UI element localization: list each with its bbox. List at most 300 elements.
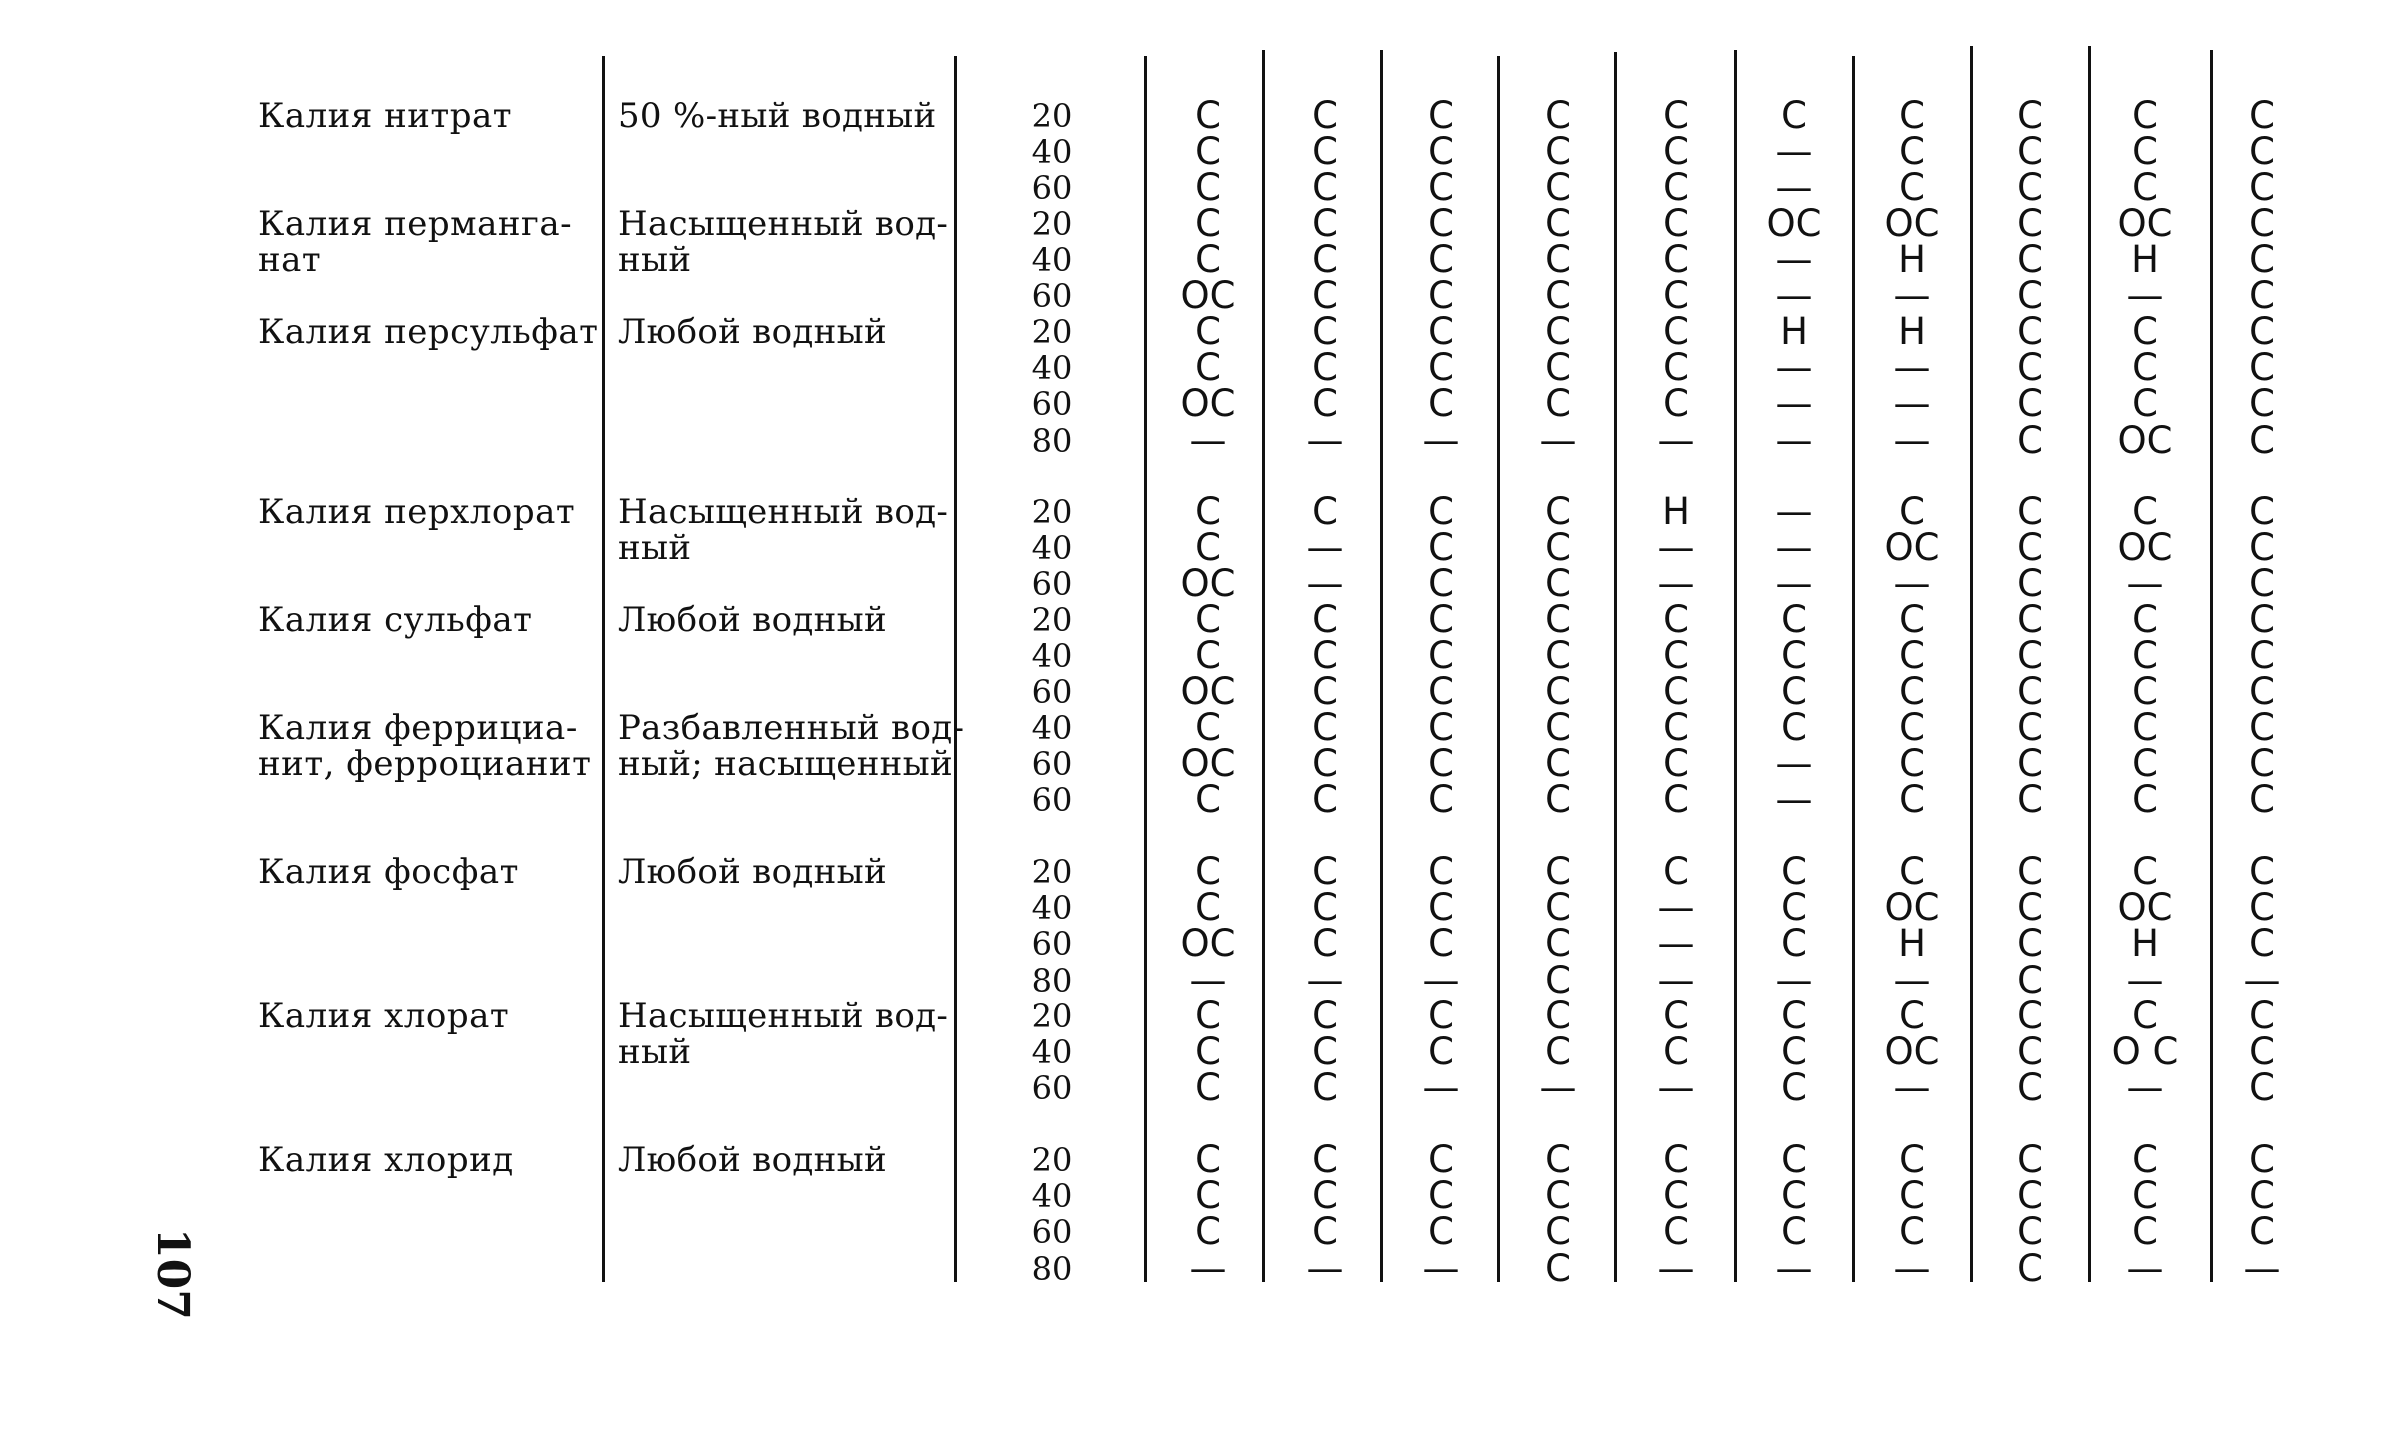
resistance-rating: — [1306,1246,1344,1290]
resistance-rating: С [1663,238,1689,282]
resistance-rating: С [1195,346,1221,390]
resistance-rating: — [1775,346,1813,390]
resistance-rating: С [2132,634,2158,678]
resistance-rating: С [1312,1066,1338,1110]
resistance-rating: — [1657,886,1695,930]
resistance-rating: С [1663,310,1689,353]
resistance-rating: С [1663,598,1689,641]
resistance-rating: С [2132,994,2158,1037]
concentration-text: Любой водный [618,1140,887,1180]
resistance-rating: — [1893,346,1931,390]
resistance-rating: С [2132,1174,2158,1218]
resistance-rating: С [2249,562,2275,606]
resistance-rating: С [1195,166,1221,210]
temperature-value: 80 [1031,1249,1073,1288]
resistance-rating: С [1663,1174,1689,1218]
resistance-rating: С [1545,94,1571,137]
temperature-value: 20 [1031,853,1073,891]
resistance-rating: С [1312,670,1338,714]
temperature-value: 20 [1031,601,1073,639]
resistance-rating: С [1663,994,1689,1037]
resistance-rating: С [1899,778,1925,822]
resistance-rating: С [2017,598,2043,641]
resistance-rating: — [1893,274,1931,318]
substance-name: Калия сульфат [258,600,533,640]
resistance-rating: С [2017,706,2043,749]
resistance-rating: — [1657,922,1695,966]
resistance-rating: — [1775,1246,1813,1290]
resistance-rating: ОС [1180,382,1236,426]
column-divider [1852,56,1855,1282]
resistance-rating: С [1545,166,1571,210]
resistance-rating: С [1545,130,1571,174]
resistance-rating: С [1428,202,1454,245]
resistance-rating: — [1657,1246,1695,1290]
resistance-rating: С [1545,274,1571,318]
resistance-rating: С [2017,1246,2043,1290]
resistance-rating: Н [1898,310,1926,353]
resistance-rating: С [2249,886,2275,930]
resistance-rating: — [1893,1066,1931,1110]
concentration-text: Насыщенный вод- [618,996,949,1036]
resistance-rating: С [2017,1030,2043,1074]
resistance-rating: — [2243,1246,2281,1290]
resistance-rating: Н [2131,238,2159,282]
resistance-rating: С [1195,94,1221,137]
resistance-rating: С [1545,598,1571,641]
resistance-rating: — [2126,958,2164,1002]
resistance-rating: С [1545,778,1571,822]
resistance-rating: С [1312,994,1338,1037]
resistance-rating: С [1195,1210,1221,1254]
resistance-rating: С [2249,994,2275,1037]
resistance-rating: С [2249,166,2275,210]
resistance-rating: С [1428,994,1454,1037]
page-number: 107 [147,1228,198,1320]
resistance-rating: — [1775,742,1813,786]
resistance-rating: С [2017,238,2043,282]
resistance-rating: С [2249,1210,2275,1254]
resistance-rating: — [1189,1246,1227,1290]
resistance-rating: С [1781,922,1807,966]
temperature-value: 60 [1031,781,1073,820]
resistance-rating: ОС [1180,670,1236,714]
resistance-rating: Н [1898,238,1926,282]
resistance-rating: С [2249,1174,2275,1218]
resistance-rating: — [1893,382,1931,426]
resistance-rating: — [1775,166,1813,210]
resistance-rating: С [2249,274,2275,318]
resistance-rating: С [1545,490,1571,533]
resistance-rating: — [1775,526,1813,570]
resistance-rating: С [1545,634,1571,678]
resistance-rating: С [1663,130,1689,174]
resistance-rating: С [1428,742,1454,786]
resistance-rating: С [2249,202,2275,245]
resistance-rating: С [2017,958,2043,1002]
resistance-rating: — [1306,526,1344,570]
temperature-value: 60 [1031,925,1073,964]
column-divider [1144,56,1147,1282]
resistance-rating: С [2017,850,2043,893]
resistance-rating: С [1781,1030,1807,1074]
resistance-rating: С [1312,490,1338,533]
temperature-value: 40 [1031,529,1073,568]
resistance-rating: С [2249,850,2275,893]
resistance-rating: С [1312,1138,1338,1181]
resistance-rating: С [2249,742,2275,786]
temperature-value: 40 [1031,349,1073,388]
resistance-rating: С [2249,490,2275,533]
resistance-rating: С [1195,490,1221,533]
resistance-rating: С [1428,634,1454,678]
resistance-rating: С [1428,598,1454,641]
resistance-rating: — [1657,958,1695,1002]
resistance-rating: С [1663,670,1689,714]
resistance-rating: С [2017,310,2043,353]
resistance-rating: — [2126,274,2164,318]
resistance-rating: С [1312,238,1338,282]
resistance-rating: — [2126,562,2164,606]
resistance-rating: С [1899,1138,1925,1181]
concentration-text: Любой водный [618,852,887,892]
resistance-rating: — [1539,418,1577,462]
resistance-rating: С [1545,1210,1571,1254]
resistance-rating: С [1545,994,1571,1037]
resistance-rating: С [1663,634,1689,678]
resistance-rating: С [1781,94,1807,137]
resistance-rating: С [1899,166,1925,210]
resistance-rating: С [1545,1174,1571,1218]
resistance-rating: С [2249,382,2275,426]
resistance-rating: С [1195,1030,1221,1074]
resistance-rating: С [1312,634,1338,678]
resistance-rating: С [1195,310,1221,353]
resistance-rating: С [1195,1174,1221,1218]
resistance-rating: С [1545,526,1571,570]
resistance-rating: ОС [2117,886,2173,930]
resistance-rating: С [1195,1066,1221,1110]
resistance-rating: Н [1898,922,1926,966]
resistance-rating: С [2132,850,2158,893]
resistance-rating: С [1428,238,1454,282]
column-divider [1970,46,1973,1282]
resistance-rating: С [1545,310,1571,353]
resistance-rating: С [1195,850,1221,893]
resistance-rating: С [2132,166,2158,210]
concentration-text: Любой водный [618,600,887,640]
temperature-value: 40 [1031,709,1073,747]
resistance-rating: С [1663,1030,1689,1074]
resistance-rating: — [1539,1066,1577,1110]
resistance-rating: С [1312,922,1338,966]
temperature-value: 40 [1031,1033,1073,1072]
temperature-value: 60 [1031,1213,1073,1252]
resistance-rating: С [1195,598,1221,641]
resistance-rating: С [1545,922,1571,966]
temperature-value: 60 [1031,385,1073,424]
resistance-rating: С [1663,202,1689,245]
resistance-rating: ОС [1766,202,1822,245]
column-divider [602,56,605,1282]
resistance-rating: С [2249,418,2275,462]
resistance-rating: С [1428,562,1454,606]
resistance-rating: С [1428,166,1454,210]
resistance-rating: ОС [2117,526,2173,570]
resistance-rating: С [1899,670,1925,714]
resistance-rating: С [1663,382,1689,426]
resistance-rating: С [2132,130,2158,174]
resistance-rating: С [1545,238,1571,282]
resistance-rating: С [1195,634,1221,678]
resistance-rating: — [1893,562,1931,606]
resistance-rating: — [1775,130,1813,174]
resistance-rating: С [1899,598,1925,641]
resistance-rating: С [2132,706,2158,749]
resistance-rating: С [2017,1174,2043,1218]
resistance-rating: — [1306,958,1344,1002]
resistance-rating: С [2249,130,2275,174]
resistance-rating: С [1663,274,1689,318]
resistance-rating: С [1195,1138,1221,1181]
resistance-rating: С [1195,130,1221,174]
resistance-rating: С [2132,1210,2158,1254]
resistance-rating: С [1545,562,1571,606]
resistance-rating: С [1781,886,1807,930]
resistance-rating: — [1657,1066,1695,1110]
resistance-rating: С [2017,742,2043,786]
substance-name: нит, ферроцианит [258,744,592,785]
resistance-rating: — [1775,238,1813,282]
resistance-rating: С [2249,526,2275,570]
resistance-rating: С [1312,166,1338,210]
concentration-text: Насыщенный вод- [618,492,949,532]
resistance-rating: — [2243,958,2281,1002]
resistance-rating: С [1781,670,1807,714]
concentration-text: Любой водный [618,312,887,352]
substance-name: Калия перхлорат [258,492,576,532]
resistance-rating: С [2017,886,2043,930]
temperature-value: 80 [1031,421,1073,460]
resistance-rating: С [1195,526,1221,570]
resistance-rating: С [2017,1210,2043,1254]
resistance-rating: С [2017,634,2043,678]
resistance-rating: С [2249,778,2275,822]
resistance-rating: — [1775,778,1813,822]
resistance-rating: С [1545,1138,1571,1181]
resistance-rating: С [1545,1030,1571,1074]
temperature-value: 60 [1031,1069,1073,1108]
resistance-rating: С [1428,706,1454,749]
resistance-rating: — [1189,958,1227,1002]
resistance-rating: С [1545,886,1571,930]
resistance-rating: С [1195,886,1221,930]
resistance-rating: С [2132,346,2158,390]
resistance-rating: С [1312,94,1338,137]
resistance-rating: — [1775,958,1813,1002]
resistance-rating: С [1663,346,1689,390]
resistance-rating: С [1428,1210,1454,1254]
resistance-rating: С [2017,1066,2043,1110]
resistance-rating: — [1657,418,1695,462]
resistance-rating: С [1899,706,1925,749]
resistance-rating: С [1781,1066,1807,1110]
resistance-rating: Н [2131,922,2159,966]
temperature-value: 20 [1031,1141,1073,1179]
resistance-rating: С [1428,526,1454,570]
resistance-rating: С [1663,850,1689,893]
resistance-rating: С [1545,706,1571,749]
temperature-value: 40 [1031,1177,1073,1216]
column-divider [1380,50,1383,1282]
resistance-rating: — [1775,490,1813,533]
resistance-rating: С [1899,742,1925,786]
substance-name: Калия нитрат [258,96,513,136]
resistance-rating: С [2132,742,2158,786]
resistance-rating: С [1899,130,1925,174]
resistance-rating: С [1195,778,1221,822]
resistance-rating: С [1663,778,1689,822]
resistance-rating: С [2017,562,2043,606]
resistance-rating: С [1312,1030,1338,1074]
resistance-rating: С [1428,850,1454,893]
resistance-rating: С [1428,94,1454,137]
resistance-rating: С [2132,598,2158,641]
resistance-rating: С [2017,922,2043,966]
concentration-text: ный; насыщенный [618,744,953,785]
column-divider [1497,56,1500,1282]
resistance-rating: С [2017,526,2043,570]
temperature-value: 20 [1031,97,1073,135]
resistance-rating: С [1663,742,1689,786]
resistance-rating: С [1428,886,1454,930]
resistance-rating: С [1428,490,1454,533]
resistance-rating: — [1775,418,1813,462]
concentration-text: Разбавленный вод- [618,708,965,748]
resistance-rating: — [2126,1246,2164,1290]
resistance-rating: С [1428,274,1454,318]
concentration-text: Насыщенный вод- [618,204,949,244]
resistance-rating: — [1189,418,1227,462]
resistance-rating: С [1195,706,1221,749]
resistance-rating: С [2017,130,2043,174]
temperature-value: 20 [1031,205,1073,243]
resistance-rating: О С [2111,1030,2179,1074]
resistance-rating: С [2132,382,2158,426]
resistance-rating: С [1545,346,1571,390]
resistance-rating: С [1663,1138,1689,1181]
resistance-rating: С [2017,490,2043,533]
temperature-value: 80 [1031,961,1073,1000]
resistance-rating: С [1195,202,1221,245]
resistance-rating: С [2132,310,2158,353]
column-divider [1262,50,1265,1282]
resistance-rating: С [1545,850,1571,893]
resistance-rating: С [1312,310,1338,353]
resistance-rating: С [1312,130,1338,174]
resistance-rating: С [1899,994,1925,1037]
resistance-rating: С [2249,922,2275,966]
concentration-text: 50 %-ный водный [618,96,937,136]
resistance-rating: С [2249,310,2275,353]
resistance-rating: С [2017,418,2043,462]
concentration-text: ный [618,1032,692,1073]
resistance-rating: С [1663,166,1689,210]
resistance-rating: — [1306,418,1344,462]
resistance-rating: С [1545,670,1571,714]
resistance-rating: ОС [1180,922,1236,966]
resistance-rating: — [1422,958,1460,1002]
resistance-rating: С [1312,706,1338,749]
resistance-rating: С [2017,94,2043,137]
resistance-rating: С [1428,1138,1454,1181]
resistance-rating: С [1781,634,1807,678]
resistance-rating: С [1781,1138,1807,1181]
resistance-rating: С [2249,634,2275,678]
resistance-rating: Н [1780,310,1808,353]
resistance-rating: С [1663,94,1689,137]
resistance-rating: С [2017,994,2043,1037]
resistance-rating: С [1899,94,1925,137]
resistance-rating: С [1312,1174,1338,1218]
column-divider [1614,52,1617,1282]
resistance-rating: С [1781,1210,1807,1254]
resistance-rating: С [1312,382,1338,426]
resistance-rating: С [1663,1210,1689,1254]
substance-name: нат [258,240,322,281]
resistance-rating: С [1545,958,1571,1002]
substance-name: Калия персульфат [258,312,599,352]
substance-name: Калия феррициа- [258,708,578,748]
resistance-rating: ОС [2117,418,2173,462]
resistance-rating: С [1428,778,1454,822]
resistance-rating: С [2017,202,2043,245]
resistance-rating: С [1428,130,1454,174]
resistance-rating: С [1312,346,1338,390]
resistance-rating: С [1781,598,1807,641]
resistance-rating: С [1195,238,1221,282]
resistance-rating: С [1428,310,1454,353]
column-divider [954,56,957,1282]
resistance-rating: С [1312,202,1338,245]
resistance-rating: С [1428,1174,1454,1218]
resistance-rating: — [2126,1066,2164,1110]
temperature-value: 60 [1031,169,1073,208]
temperature-value: 60 [1031,565,1073,604]
resistance-rating: ОС [1180,274,1236,318]
resistance-rating: — [1422,418,1460,462]
temperature-value: 20 [1031,997,1073,1035]
resistance-rating: С [1781,850,1807,893]
temperature-value: 40 [1031,133,1073,172]
resistance-rating: С [1428,922,1454,966]
resistance-rating: С [2017,1138,2043,1181]
resistance-rating: С [2017,382,2043,426]
resistance-rating: ОС [1884,886,1940,930]
resistance-rating: — [1893,958,1931,1002]
resistance-rating: С [1428,346,1454,390]
resistance-rating: Н [1662,490,1690,533]
resistance-rating: С [2132,490,2158,533]
resistance-rating: С [2132,1138,2158,1181]
resistance-rating: С [2249,346,2275,390]
resistance-rating: — [1893,418,1931,462]
resistance-rating: С [1428,382,1454,426]
resistance-rating: С [1545,382,1571,426]
resistance-rating: С [2249,670,2275,714]
resistance-rating: С [1899,1210,1925,1254]
resistance-rating: С [1195,994,1221,1037]
